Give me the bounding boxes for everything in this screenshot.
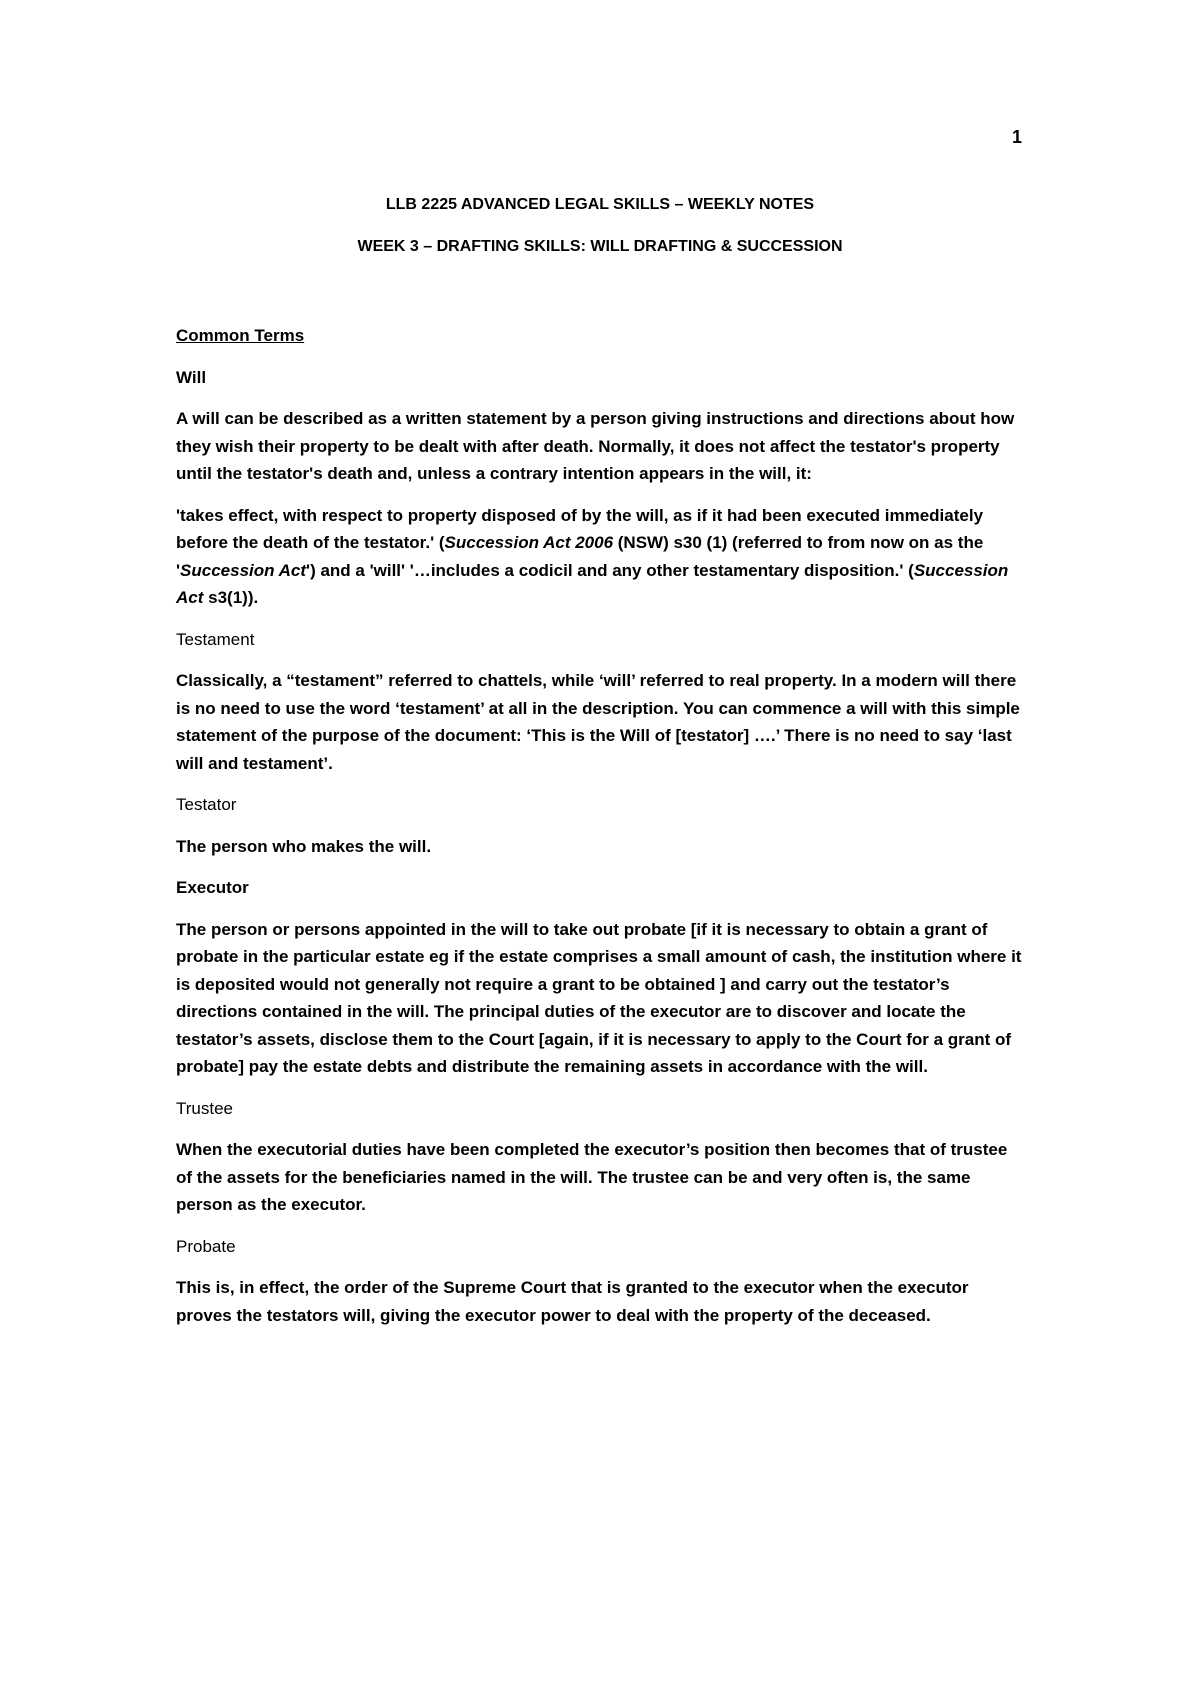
will-quote-text: ') and a 'will' '…includes a codicil and any other testamentary disposition.' ( [306, 560, 914, 580]
will-quote-paragraph [176, 502, 1024, 612]
will-quote-text: s3(1)). [203, 588, 259, 607]
act-title: Succession Act [176, 560, 1009, 607]
act-title: Succession Act 2006 [444, 533, 614, 552]
trustee-paragraph: When the executorial duties have been completed the executor’s position then becomes that of trustee of the assets for the beneficiaries named in the will. The trustee can be and very often is, the same person as the executor. [176, 1140, 1008, 1214]
act-title: Succession Act [180, 560, 307, 580]
document-titles [0, 194, 1200, 278]
document-subtitle: WEEK 3 – DRAFTING SKILLS: WILL DRAFTING & SUCCESSION [357, 238, 843, 255]
probate-paragraph: This is, in effect, the order of the Supreme Court that is granted to the executor when the executor proves the testators will, giving the executor power to deal with the property of the deceased. [176, 1278, 969, 1325]
document-body [176, 322, 1024, 1343]
will-quote-text: 'takes effect, with respect to property disposed of by the will, as if it had been executed immediately before the death of the testator.' ( [176, 505, 984, 552]
term-heading-will: Will [176, 367, 207, 387]
will-paragraph: A will can be described as a written statement by a person giving instructions and directions about how they wish their property to be dealt with after death. Normally, it does not affect the testator's property until the testator's death and, unless a contrary intention appears in the will, it: [176, 409, 1015, 483]
document-title: LLB 2225 ADVANCED LEGAL SKILLS – WEEKLY NOTES [385, 196, 815, 213]
term-heading-testator: Testator [176, 795, 237, 814]
term-heading-trustee: Trustee [176, 1098, 234, 1118]
testator-paragraph: The person who makes the will. [176, 836, 432, 856]
section-heading-common-terms: Common Terms [176, 326, 305, 345]
term-heading-testament: Testament [176, 629, 255, 649]
term-heading-executor: Executor [176, 878, 249, 897]
testament-paragraph: Classically, a “testament” referred to chattels, while ‘will’ referred to real property. In a modern will there is no need to use the word ‘testament’ at all in the description. You can commence a will with this simple statement of the purpose of the document: ‘This is the Will of [testator] ….’ There is no need to say ‘last will and testament’. [176, 671, 1020, 773]
will-quote-text: (NSW) s30 (1) (referred to from now on as the ' [176, 533, 984, 580]
term-heading-probate: Probate [176, 1236, 236, 1256]
executor-paragraph: The person or persons appointed in the will to take out probate [if it is necessary to obtain a grant of probate in the particular estate eg if the estate comprises a small amount of cash, the institution where it is deposited would not generally not require a grant to be obtained ] and carry out the testator’s directions contained in the will. The principal duties of the executor are to discover and locate the testator’s assets, disclose them to the Court [again, if it is necessary to apply to the Court for a grant of probate] pay the estate debts and distribute the remaining assets in accordance with the will. [176, 919, 1022, 1076]
page-number: 1 [1012, 127, 1023, 147]
